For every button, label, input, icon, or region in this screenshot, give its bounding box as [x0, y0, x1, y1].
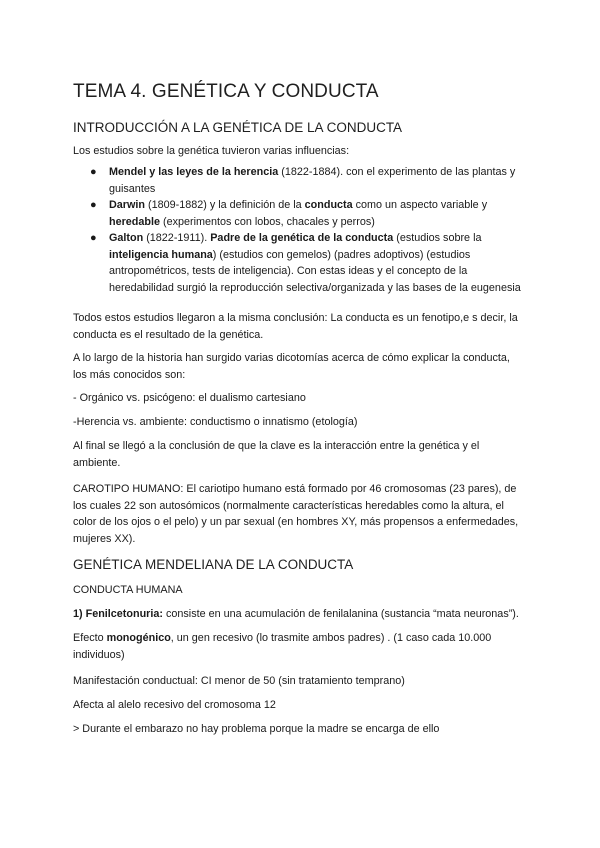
- bullet-bold-text: Galton: [109, 232, 144, 244]
- bullet-bold-text: inteligencia humana: [109, 248, 213, 261]
- section-heading-mendelian: GENÉTICA MENDELIANA DE LA CONDUCTA: [73, 557, 354, 572]
- page-title: TEMA 4. GENÉTICA Y CONDUCTA: [73, 81, 379, 102]
- bullet-bold-text: Padre de la genética de la conducta: [210, 232, 394, 244]
- bullet-icon: ●: [90, 232, 97, 244]
- bullet-bold-text: Mendel y las leyes de la herencia: [109, 166, 279, 178]
- bullet-text: (estudios sobre la: [393, 232, 482, 244]
- pregnancy-line: > Durante el embarazo no hay problema porque la madre se encarga de ello: [73, 723, 440, 735]
- final-paragraph: Al final se llegó a la conclusión de que la clave es la interacción entre la genética y el ambiente.: [73, 440, 480, 469]
- bullet-bold-text: conducta: [304, 199, 353, 211]
- effect-text: , un gen recesivo (lo trasmite ambos padres) . (1 caso cada 10.000 individuos): [73, 632, 492, 661]
- list-item: [73, 164, 533, 197]
- effect-bold-text: monogénico: [106, 632, 171, 644]
- effect-text: Efecto: [73, 632, 107, 644]
- item-bold-label: 1) Fenilcetonuria:: [73, 608, 163, 620]
- section-heading-intro: INTRODUCCIÓN A LA GENÉTICA DE LA CONDUCTA: [73, 120, 403, 135]
- subheading-human-behavior: CONDUCTA HUMANA: [73, 584, 183, 596]
- karyotype-paragraph: CAROTIPO HUMANO: El cariotipo humano está formado por 46 cromosomas (23 pares), de los cuales 22 son autosómicos (normalmente características heredables como la altura, el color de los ojos o el pelo) y un par sexual (en hombres XY, más propensos a enfermedades, mujeres XX).: [73, 483, 519, 545]
- effect-paragraph: [73, 630, 523, 663]
- bullet-text: (1822-1884). con el experimento de las plantas y guisantes: [109, 166, 516, 195]
- heredity-line: -Herencia vs. ambiente: conductismo o innatismo (etología): [73, 416, 358, 428]
- bullet-icon: ●: [90, 166, 97, 178]
- intro-paragraph: Los estudios sobre la genética tuvieron varias influencias:: [73, 145, 350, 157]
- phenylketonuria-line: [73, 606, 519, 623]
- organic-line: - Orgánico vs. psicógeno: el dualismo cartesiano: [73, 392, 306, 404]
- bullet-text: ) (estudios con gemelos) (padres adoptivos) (estudios antropométricos, tests de inteligencia). Con estas ideas y el concepto de la heredabilidad surgió la reproducción selectiva/organizada y las bases de la eugenesia: [109, 248, 521, 294]
- conclusion-paragraph: Todos estos estudios llegaron a la misma conclusión: La conducta es un fenotipo,e s decir, la conducta es el resultado de la genética.: [73, 312, 518, 341]
- bullet-text: (experimentos con lobos, chacales y perros): [160, 215, 375, 228]
- dichotomies-paragraph: A lo largo de la historia han surgido varias dicotomías acerca de cómo explicar la conducta, los más conocidos son:: [73, 352, 510, 381]
- bullet-text: (1809-1882) y la definición de la: [145, 199, 305, 211]
- manifestation-line: Manifestación conductual: CI menor de 50 (sin tratamiento temprano): [73, 675, 405, 687]
- bullet-bold-text: heredable: [109, 215, 161, 228]
- bullet-bold-text: Darwin: [109, 199, 145, 211]
- allele-line: Afecta al alelo recesivo del cromosoma 12: [73, 699, 276, 711]
- item-text: consiste en una acumulación de fenilalanina (sustancia “mata neuronas”).: [163, 608, 519, 620]
- list-item: [73, 230, 533, 296]
- influences-list: [73, 164, 533, 296]
- list-item: [73, 197, 533, 230]
- bullet-icon: ●: [90, 199, 97, 211]
- bullet-text: como un aspecto variable y: [352, 199, 488, 211]
- bullet-text: (1822-1911).: [143, 232, 211, 244]
